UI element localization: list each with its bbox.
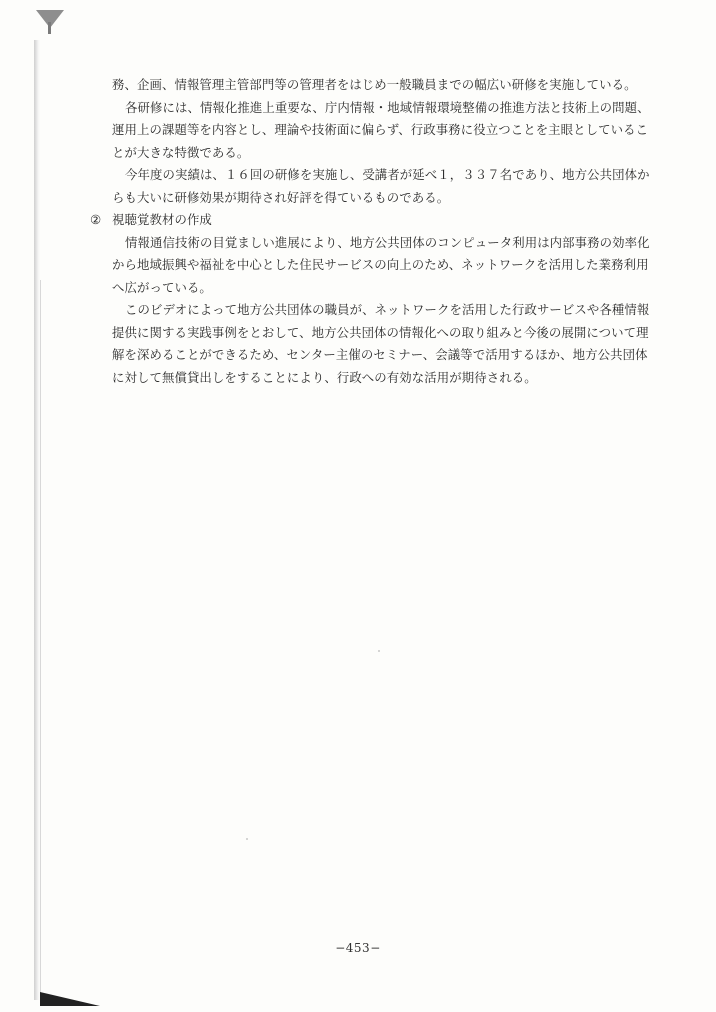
scan-speck — [246, 838, 248, 840]
paragraph-line: らも大いに研修効果が期待され好評を得ているものである。 — [112, 189, 450, 205]
body-text — [90, 74, 650, 389]
section-heading — [90, 209, 648, 232]
paragraph-line: このビデオによって地方公共団体の職員が、ネットワークを活用した行政サービスや各種情報 — [125, 302, 650, 317]
paragraph-line: とが大きな特徴である。 — [112, 144, 250, 160]
paragraph-line: 運用上の課題等を内容とし、理論や技術面に偏らず、行政事務に役立つことを主眼としているこ — [112, 122, 649, 137]
bottom-corner-mark-icon — [40, 992, 100, 1006]
scan-speck — [378, 650, 380, 652]
page-number: −453− — [335, 941, 381, 955]
paragraph-line: から地域振興や福祉を中心とした住民サービスの向上のため、ネットワークを活用した業務利用 — [112, 257, 649, 272]
paragraph-line: へ広がっている。 — [112, 279, 212, 295]
paragraph-line: に対して無償貸出しをすることにより、行政への有効な活用が期待される。 — [112, 369, 537, 385]
paragraph-line: 情報通信技術の目覚ましい進展により、地方公共団体のコンピュータ利用は内部事務の効率化 — [125, 234, 650, 250]
top-corner-mark-stem — [48, 22, 51, 34]
section-number: ② — [90, 212, 102, 227]
binding-edge-line — [40, 280, 41, 1000]
paragraph-line: 務、企画、情報管理主管部門等の管理者をはじめ一般職員までの幅広い研修を実施している。 — [112, 77, 637, 92]
paragraph-line: 各研修には、情報化推進上重要な、庁内情報・地域情報環境整備の推進方法と技術上の問題、 — [125, 99, 650, 115]
paragraph-line: 提供に関する実践事例をとおして、地方公共団体の情報化への取り組みと今後の展開について理 — [112, 324, 649, 340]
paragraph-line: 今年度の実績は、１６回の研修を実施し、受講者が延べ１，３３７名であり、地方公共団体か — [125, 167, 650, 182]
paragraph-line: 解を深めることができるため、センター主催のセミナー、会議等で活用するほか、地方公共団体 — [112, 347, 648, 362]
section-title: 視聴覚教材の作成 — [112, 212, 212, 227]
